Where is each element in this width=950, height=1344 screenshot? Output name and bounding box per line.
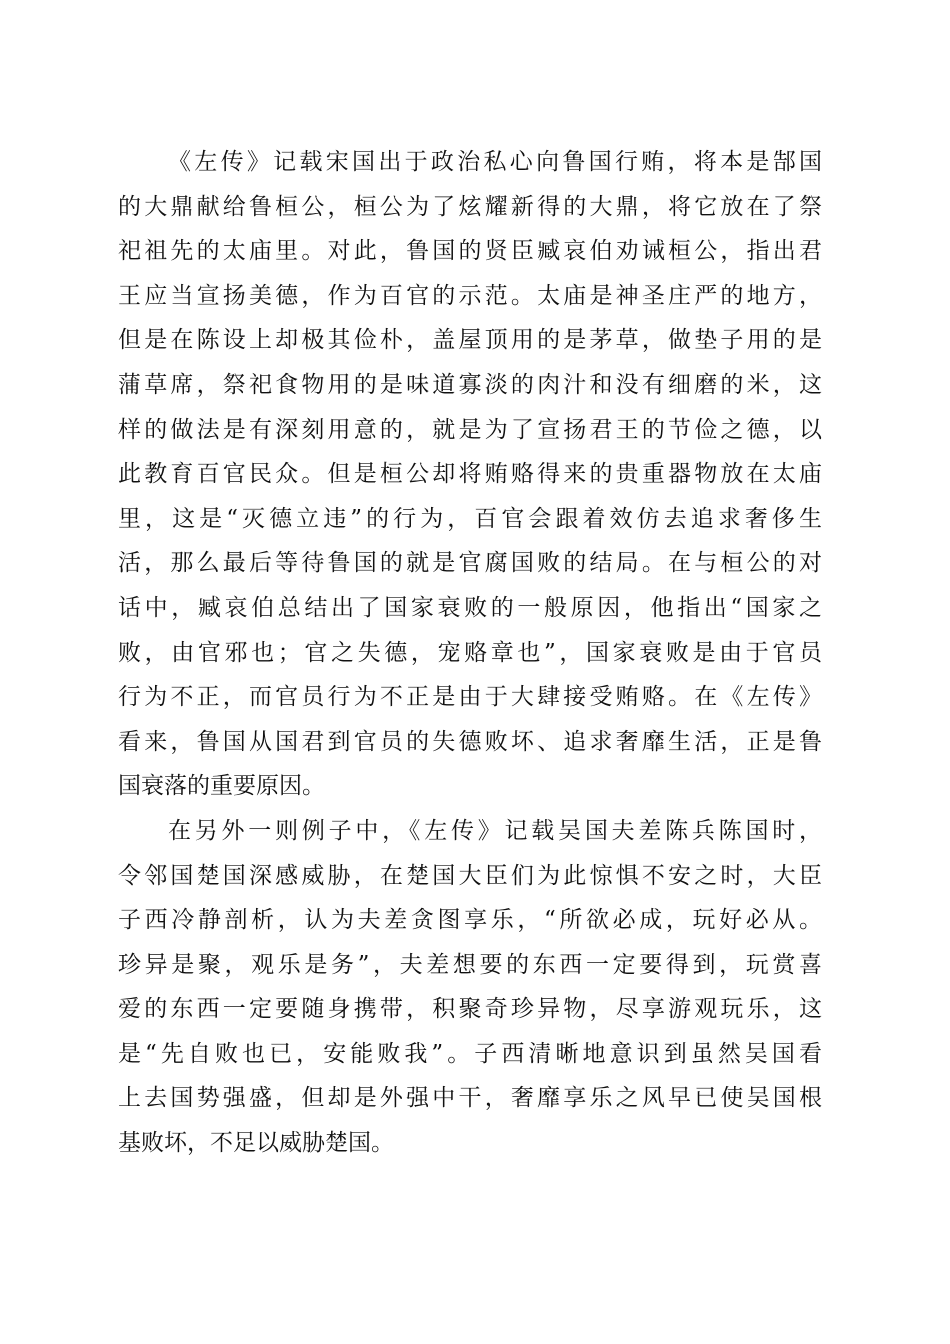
- paragraph-2-line-4: 珍异是聚，观乐是务”，夫差想要的东西一定要得到，玩赏喜: [118, 951, 822, 978]
- paragraph-1-line-15: 国衰落的重要原因。: [118, 773, 325, 800]
- paragraph-1-line-12: 败，由官邪也；官之失德，宠赂章也”，国家衰败是由于官员: [118, 639, 822, 666]
- paragraph-1-line-14: 看来，鲁国从国君到官员的失德败坏、追求奢靡生活，正是鲁: [118, 728, 822, 755]
- paragraph-2-line-8: 基败坏，不足以威胁楚国。: [118, 1130, 394, 1157]
- body-text: [118, 140, 822, 1166]
- paragraph-1-line-13: 行为不正，而官员行为不正是由于大肆接受贿赂。在《左传》: [118, 684, 822, 711]
- paragraph-2-line-6: 是“先自败也已，安能败我”。子西清晰地意识到虽然吴国看: [118, 1040, 822, 1067]
- paragraph-1-line-5: 但是在陈设上却极其俭朴，盖屋顶用的是茅草，做垫子用的是: [118, 327, 822, 354]
- paragraph-1-line-8: 此教育百官民众。但是桓公却将贿赂得来的贵重器物放在太庙: [118, 461, 822, 488]
- paragraph-2-line-1: 在另外一则例子中，《左传》记载吴国夫差陈兵陈国时，: [168, 817, 822, 844]
- paragraph-1-line-9: 里，这是“灭德立违”的行为，百官会跟着效仿去追求奢侈生: [118, 505, 822, 532]
- paragraph-1-line-4: 王应当宣扬美德，作为百官的示范。太庙是神圣庄严的地方，: [118, 282, 822, 309]
- paragraph-1-line-10: 活，那么最后等待鲁国的就是官腐国败的结局。在与桓公的对: [118, 550, 822, 577]
- paragraph-1-line-3: 祀祖先的太庙里。对此，鲁国的贤臣臧哀伯劝诫桓公，指出君: [118, 238, 822, 265]
- paragraph-2-line-3: 子西冷静剖析，认为夫差贪图享乐，“所欲必成，玩好必从。: [118, 907, 822, 934]
- paragraph-1-line-1: 《左传》记载宋国出于政治私心向鲁国行贿，将本是郜国: [168, 149, 822, 175]
- paragraph-2-line-2: 令邻国楚国深感威胁，在楚国大臣们为此惊惧不安之时，大臣: [118, 862, 822, 889]
- paragraph-1-line-7: 样的做法是有深刻用意的，就是为了宣扬君王的节俭之德，以: [118, 416, 822, 443]
- paragraph-2-line-7: 上去国势强盛，但却是外强中干，奢靡享乐之风早已使吴国根: [118, 1085, 822, 1112]
- paragraph-1-line-2: 的大鼎献给鲁桓公，桓公为了炫耀新得的大鼎，将它放在了祭: [118, 193, 822, 220]
- paragraph-1-line-11: 话中，臧哀伯总结出了国家衰败的一般原因，他指出“国家之: [118, 594, 822, 621]
- paragraph-1-line-6: 蒲草席，祭祀食物用的是味道寡淡的肉汁和没有细磨的米，这: [118, 371, 822, 398]
- paragraph-2-line-5: 爱的东西一定要随身携带，积聚奇珍异物，尽享游观玩乐，这: [118, 996, 822, 1023]
